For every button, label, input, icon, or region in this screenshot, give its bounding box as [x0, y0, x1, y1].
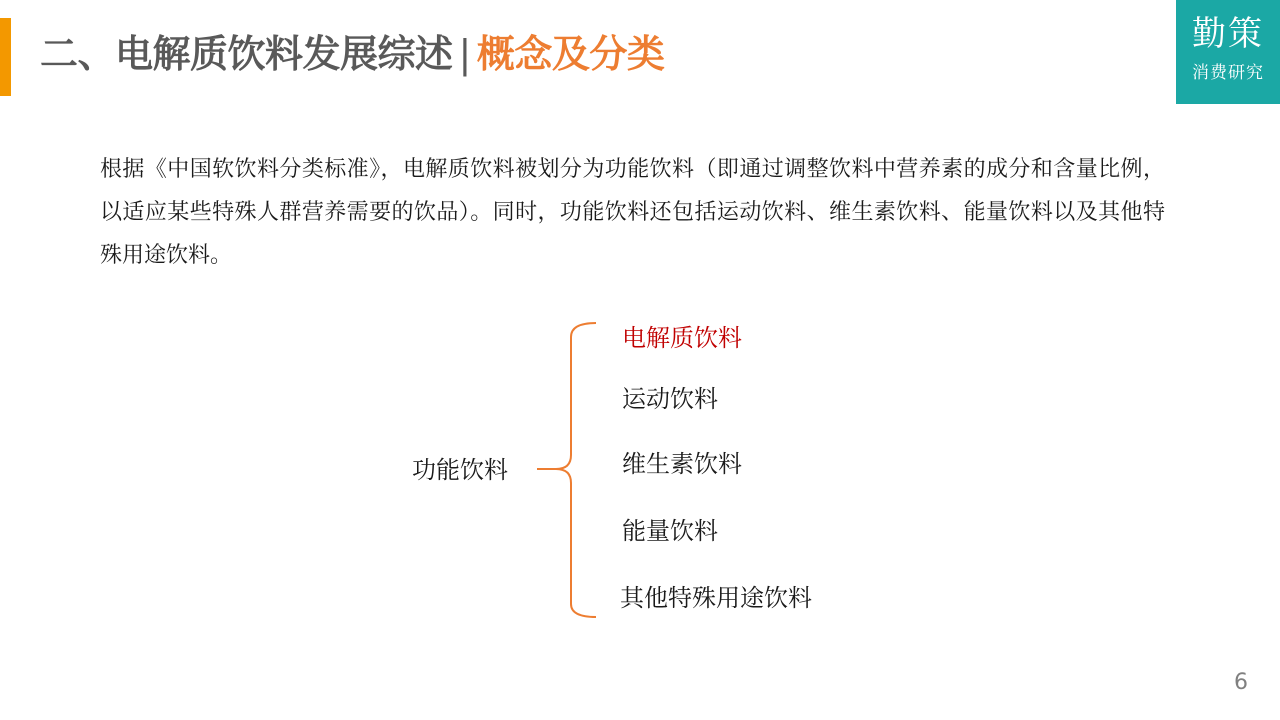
- branch-vitamin-drink: 维生素饮料: [622, 450, 742, 478]
- title-main: 二、电解质饮料发展综述: [40, 32, 453, 76]
- branch-special-purpose-drink: 其他特殊用途饮料: [620, 584, 812, 612]
- logo-name: 勤策: [1192, 14, 1264, 54]
- title-sub: 概念及分类: [476, 32, 665, 76]
- brace-path: [556, 323, 596, 617]
- branch-sports-drink: 运动饮料: [622, 385, 718, 413]
- intro-paragraph: 根据《中国软饮料分类标准》，电解质饮料被划分为功能饮料（即通过调整饮料中营养素的成分和含量比例，以适应某些特殊人群营养需要的饮品）。同时，功能饮料还包括运动饮料、维生素饮料、能量饮料以及其他特殊用途饮料。: [100, 157, 1165, 268]
- branch-energy-drink: 能量饮料: [622, 517, 718, 545]
- page-number: 6: [1234, 670, 1248, 695]
- diagram-root-label: 功能饮料: [412, 456, 508, 484]
- branch-electrolyte-drink: 电解质饮料: [622, 324, 742, 352]
- title-separator: |: [458, 32, 471, 76]
- logo-subtitle: 消费研究: [1192, 63, 1264, 83]
